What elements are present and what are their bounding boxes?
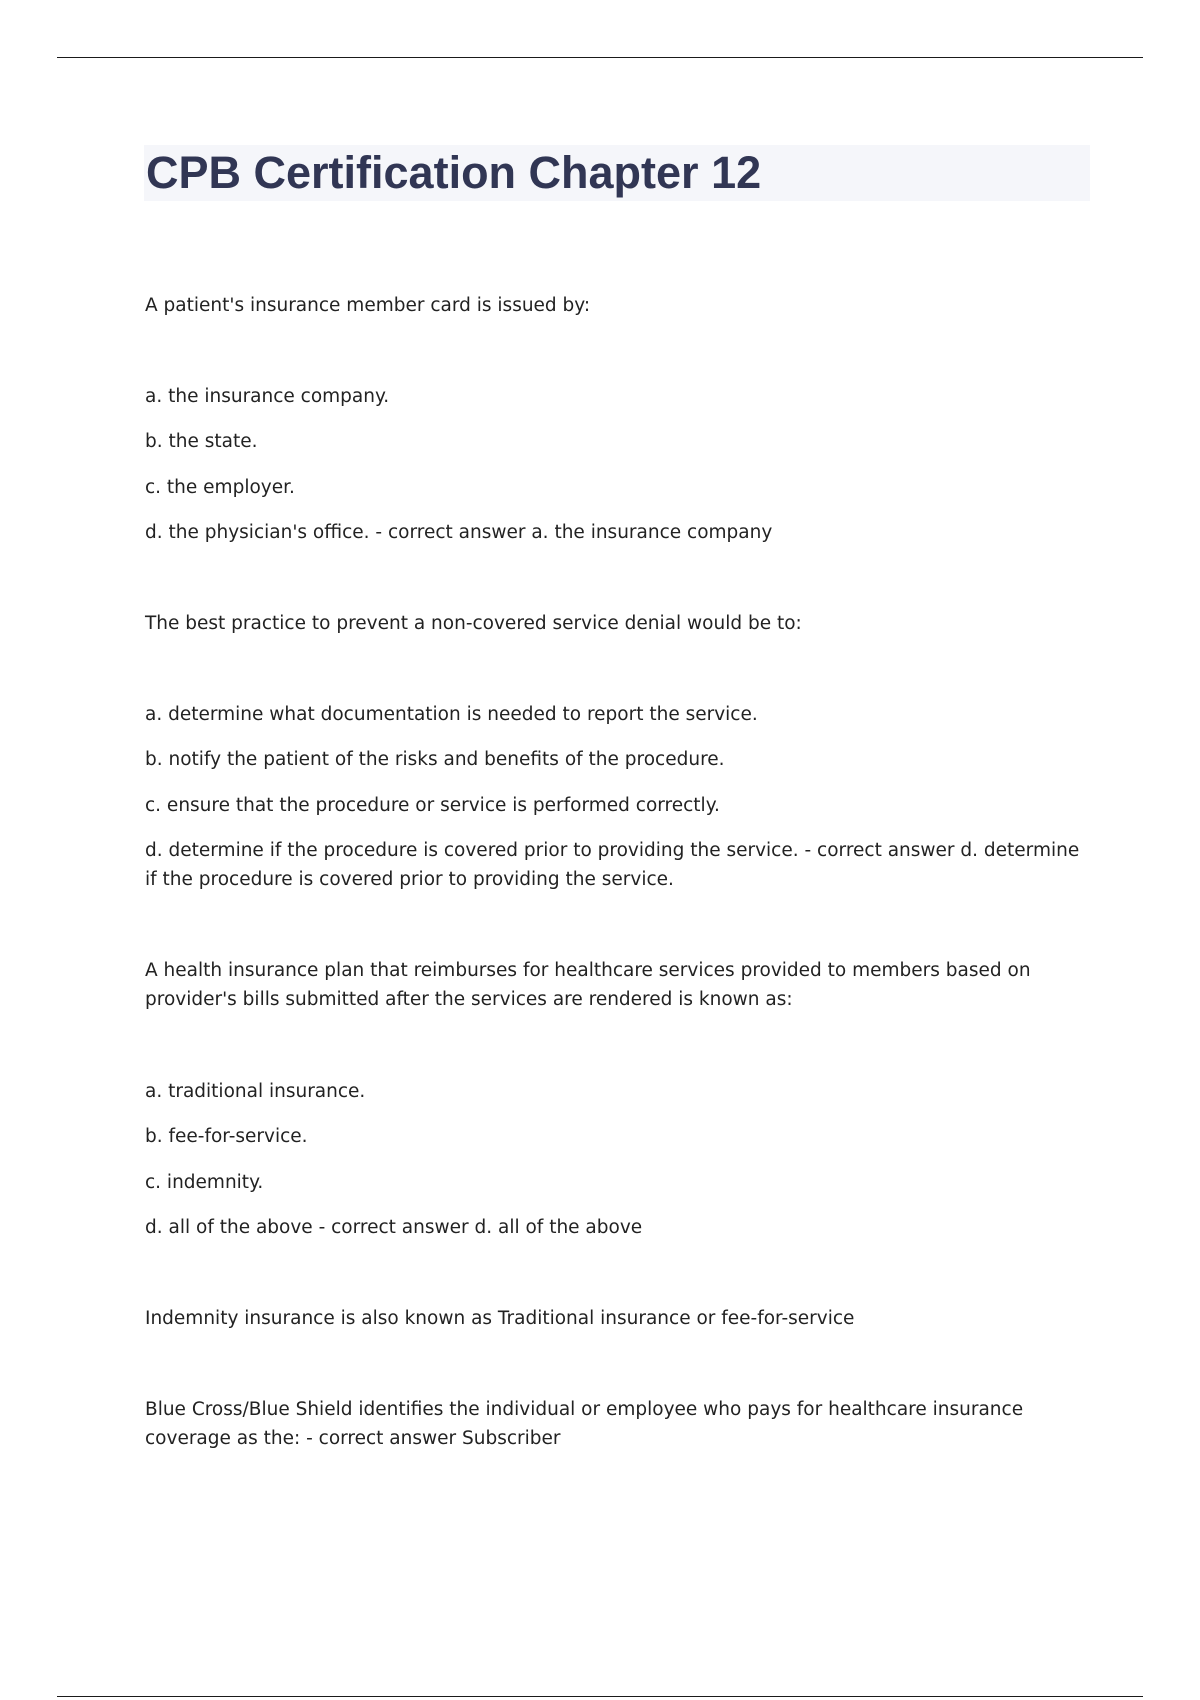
question-1-option-c: c. the employer. (145, 477, 295, 498)
top-rule (57, 57, 1143, 58)
question-5: Blue Cross/Blue Shield identifies the individual or employee who pays for healthcare insurance coverage as the: - correct answer Subscriber (145, 1399, 1024, 1449)
question-3-option-d: d. all of the above - correct answer d. all of the above (145, 1217, 643, 1238)
question-1-option-a: a. the insurance company. (145, 386, 390, 407)
title-band (144, 145, 1090, 201)
question-2-option-b: b. notify the patient of the risks and benefits of the procedure. (145, 749, 725, 770)
question-1-option-b: b. the state. (145, 431, 258, 452)
question-1: A patient's insurance member card is issued by: (145, 295, 591, 316)
question-1-option-d: d. the physician's office. - correct answer a. the insurance company (145, 522, 773, 543)
question-3: A health insurance plan that reimburses for healthcare services provided to members based on provider's bills submitted after the services are rendered is known as: (145, 960, 1031, 1010)
bottom-rule (57, 1696, 1143, 1697)
question-2-option-a: a. determine what documentation is needed to report the service. (145, 704, 758, 725)
question-2: The best practice to prevent a non-covered service denial would be to: (145, 613, 802, 634)
question-2-option-d: d. determine if the procedure is covered prior to providing the service. - correct answer d. determine if the procedure is covered prior to providing the service. (145, 840, 1080, 890)
question-2-option-c: c. ensure that the procedure or service is performed correctly. (145, 795, 720, 816)
question-3-option-a: a. traditional insurance. (145, 1081, 366, 1102)
question-3-option-c: c. indemnity. (145, 1172, 264, 1193)
page-title: CPB Certification Chapter 12 (146, 147, 762, 198)
question-4: Indemnity insurance is also known as Traditional insurance or fee-for-service (145, 1308, 855, 1329)
question-3-option-b: b. fee-for-service. (145, 1126, 308, 1147)
